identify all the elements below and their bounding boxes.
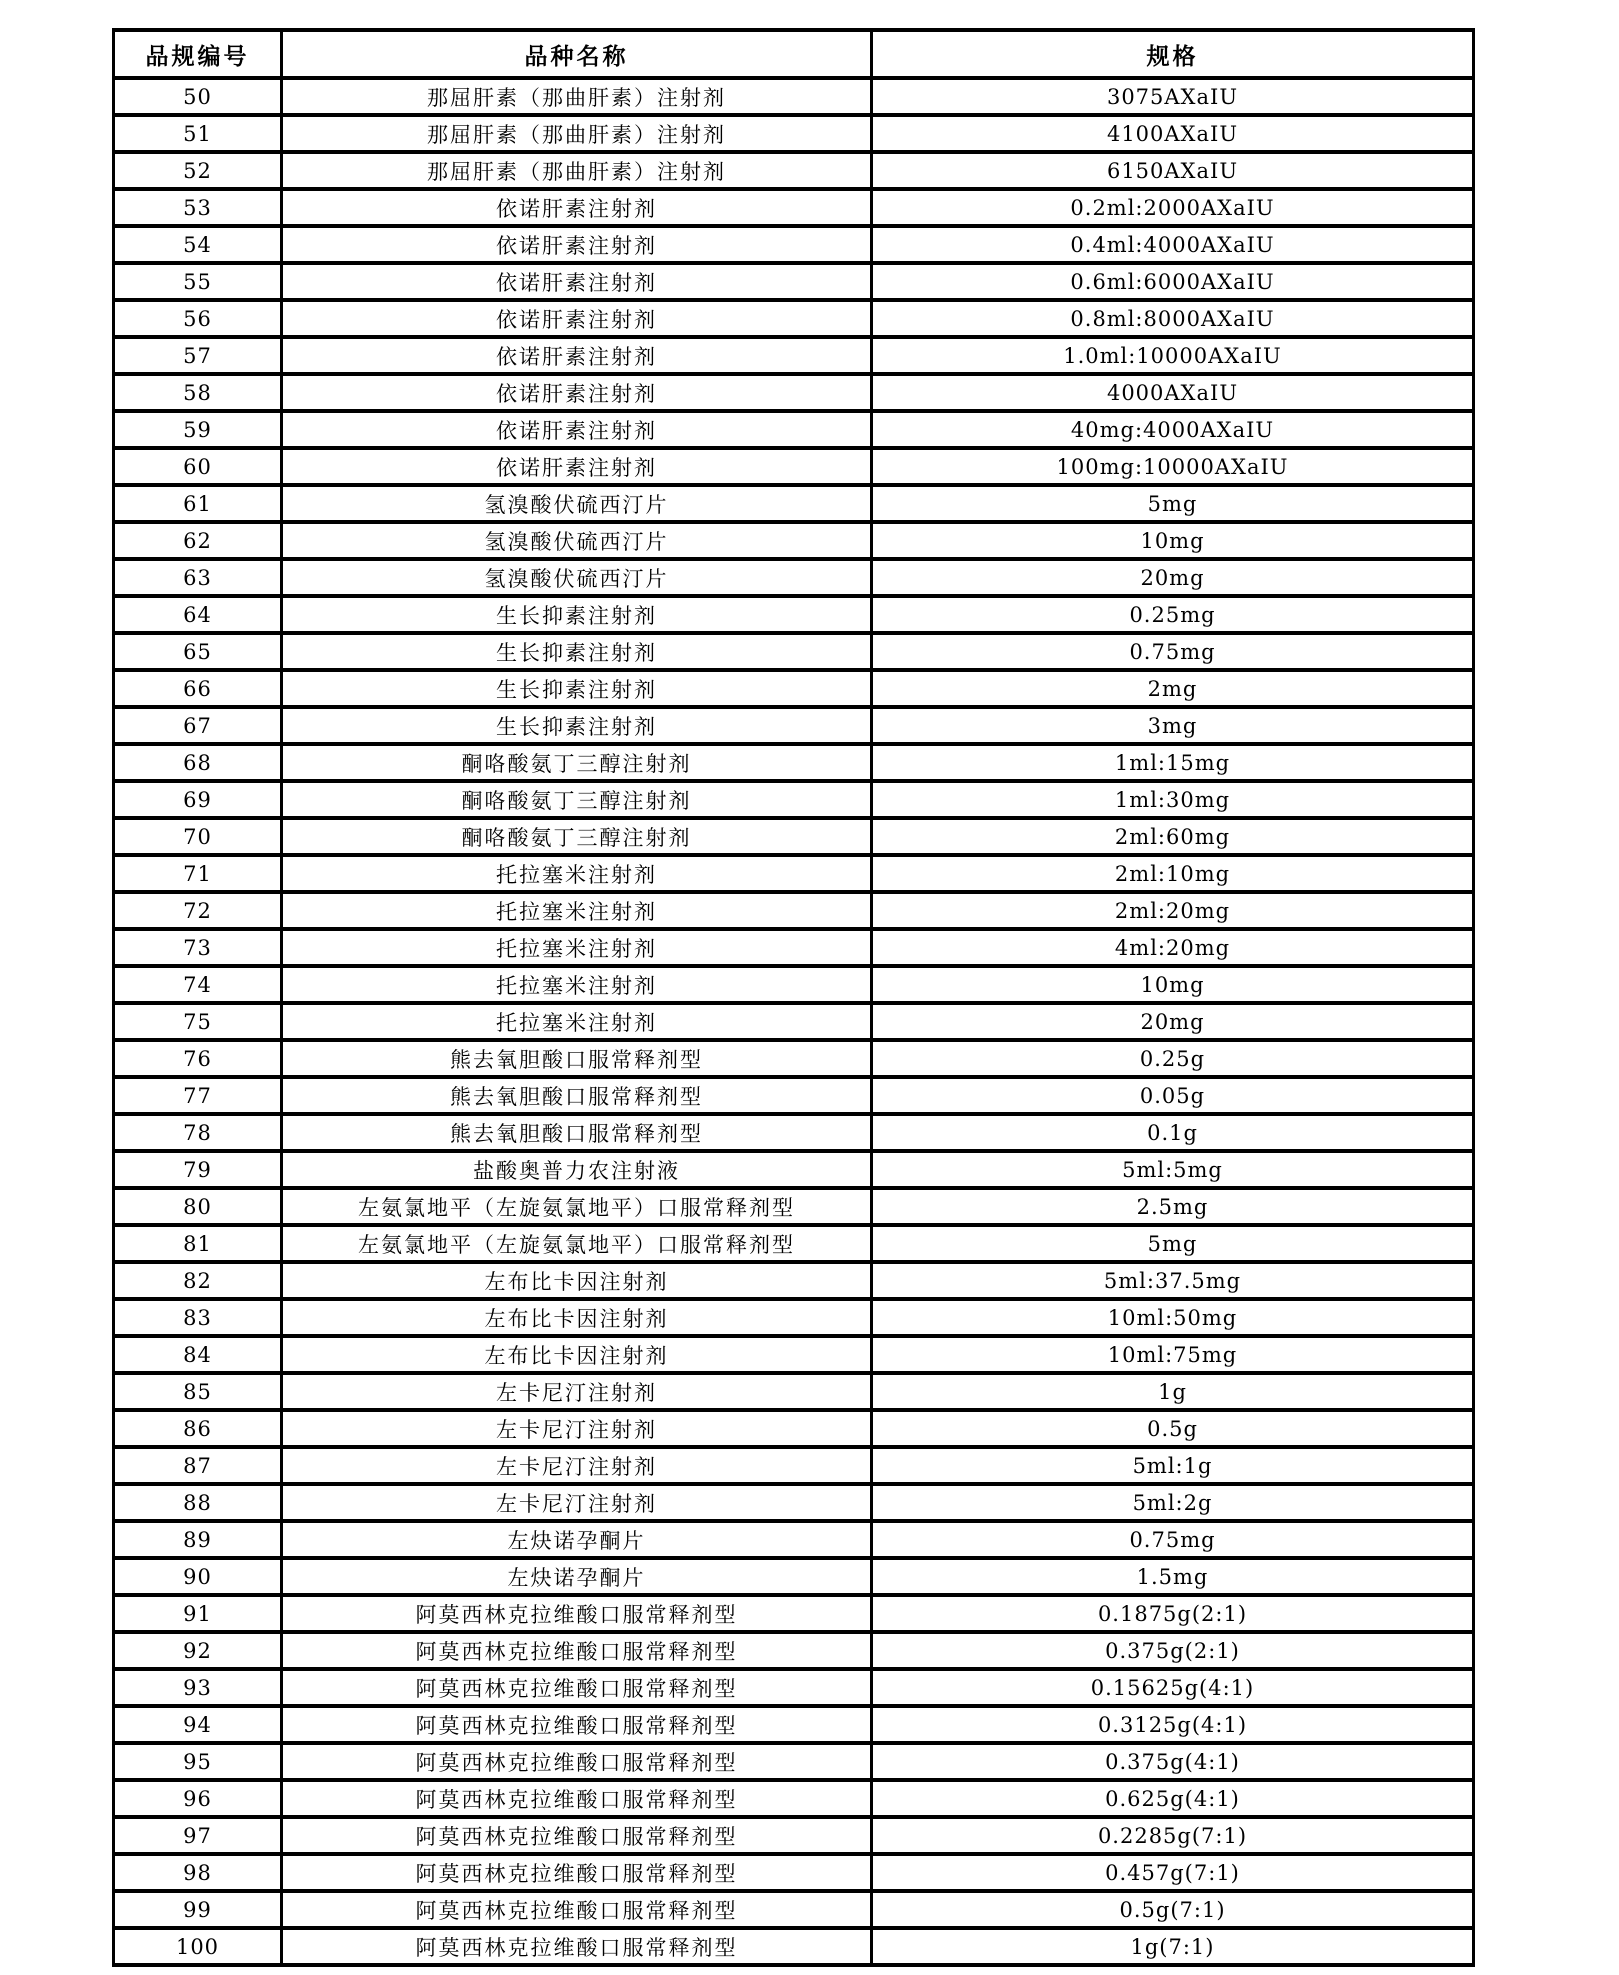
column-header-specification: 规格 (872, 30, 1474, 78)
table-row (114, 1928, 1474, 1965)
cell-specification: 2ml:10mg (872, 855, 1474, 892)
table-row (114, 1373, 1474, 1410)
table-row (114, 1521, 1474, 1558)
cell-specification: 6150AXaIU (872, 152, 1474, 189)
table-row (114, 855, 1474, 892)
cell-spec-number: 78 (114, 1114, 282, 1151)
cell-product-name: 阿莫西林克拉维酸口服常释剂型 (282, 1780, 872, 1817)
table-row (114, 1040, 1474, 1077)
cell-spec-number: 54 (114, 226, 282, 263)
table-row (114, 226, 1474, 263)
cell-specification: 10mg (872, 522, 1474, 559)
cell-spec-number: 71 (114, 855, 282, 892)
cell-specification: 0.4ml:4000AXaIU (872, 226, 1474, 263)
cell-product-name: 那屈肝素（那曲肝素）注射剂 (282, 152, 872, 189)
cell-specification: 100mg:10000AXaIU (872, 448, 1474, 485)
cell-spec-number: 85 (114, 1373, 282, 1410)
cell-specification: 0.25g (872, 1040, 1474, 1077)
cell-spec-number: 82 (114, 1262, 282, 1299)
table-row (114, 1780, 1474, 1817)
table-row (114, 1299, 1474, 1336)
table-row (114, 152, 1474, 189)
cell-product-name: 依诺肝素注射剂 (282, 263, 872, 300)
table-row (114, 892, 1474, 929)
cell-product-name: 左氨氯地平（左旋氨氯地平）口服常释剂型 (282, 1225, 872, 1262)
cell-spec-number: 65 (114, 633, 282, 670)
cell-specification: 0.2285g(7:1) (872, 1817, 1474, 1854)
cell-spec-number: 69 (114, 781, 282, 818)
cell-specification: 2ml:20mg (872, 892, 1474, 929)
cell-spec-number: 91 (114, 1595, 282, 1632)
cell-spec-number: 86 (114, 1410, 282, 1447)
cell-spec-number: 68 (114, 744, 282, 781)
table-row (114, 1558, 1474, 1595)
cell-specification: 0.375g(4:1) (872, 1743, 1474, 1780)
table-row (114, 1225, 1474, 1262)
column-header-product-name: 品种名称 (282, 30, 872, 78)
cell-specification: 0.5g(7:1) (872, 1891, 1474, 1928)
table-body (114, 78, 1474, 1965)
cell-specification: 0.75mg (872, 1521, 1474, 1558)
table-row (114, 1410, 1474, 1447)
cell-spec-number: 74 (114, 966, 282, 1003)
cell-product-name: 依诺肝素注射剂 (282, 374, 872, 411)
cell-specification: 1.5mg (872, 1558, 1474, 1595)
cell-spec-number: 96 (114, 1780, 282, 1817)
cell-product-name: 阿莫西林克拉维酸口服常释剂型 (282, 1743, 872, 1780)
cell-product-name: 酮咯酸氨丁三醇注射剂 (282, 744, 872, 781)
cell-spec-number: 94 (114, 1706, 282, 1743)
cell-specification: 5mg (872, 485, 1474, 522)
cell-specification: 10ml:50mg (872, 1299, 1474, 1336)
cell-product-name: 熊去氧胆酸口服常释剂型 (282, 1040, 872, 1077)
cell-specification: 0.3125g(4:1) (872, 1706, 1474, 1743)
table-row (114, 411, 1474, 448)
cell-spec-number: 77 (114, 1077, 282, 1114)
cell-spec-number: 92 (114, 1632, 282, 1669)
table-row (114, 744, 1474, 781)
cell-spec-number: 59 (114, 411, 282, 448)
cell-specification: 1g (872, 1373, 1474, 1410)
table-row (114, 781, 1474, 818)
table-row (114, 1447, 1474, 1484)
cell-specification: 0.6ml:6000AXaIU (872, 263, 1474, 300)
cell-specification: 4100AXaIU (872, 115, 1474, 152)
cell-product-name: 左卡尼汀注射剂 (282, 1410, 872, 1447)
cell-specification: 1g(7:1) (872, 1928, 1474, 1965)
cell-specification: 20mg (872, 1003, 1474, 1040)
cell-specification: 10mg (872, 966, 1474, 1003)
cell-spec-number: 62 (114, 522, 282, 559)
cell-product-name: 盐酸奥普力农注射液 (282, 1151, 872, 1188)
cell-spec-number: 53 (114, 189, 282, 226)
cell-specification: 0.25mg (872, 596, 1474, 633)
drug-spec-table (112, 28, 1475, 1967)
table-row (114, 670, 1474, 707)
cell-spec-number: 95 (114, 1743, 282, 1780)
cell-product-name: 依诺肝素注射剂 (282, 448, 872, 485)
cell-spec-number: 98 (114, 1854, 282, 1891)
cell-product-name: 阿莫西林克拉维酸口服常释剂型 (282, 1706, 872, 1743)
cell-specification: 2mg (872, 670, 1474, 707)
cell-spec-number: 88 (114, 1484, 282, 1521)
cell-specification: 1.0ml:10000AXaIU (872, 337, 1474, 374)
cell-specification: 5ml:1g (872, 1447, 1474, 1484)
cell-spec-number: 63 (114, 559, 282, 596)
table-row (114, 707, 1474, 744)
cell-product-name: 左布比卡因注射剂 (282, 1299, 872, 1336)
cell-spec-number: 79 (114, 1151, 282, 1188)
cell-spec-number: 99 (114, 1891, 282, 1928)
cell-product-name: 氢溴酸伏硫西汀片 (282, 559, 872, 596)
cell-spec-number: 57 (114, 337, 282, 374)
cell-specification: 5ml:37.5mg (872, 1262, 1474, 1299)
table-row (114, 1484, 1474, 1521)
table-row (114, 596, 1474, 633)
cell-specification: 0.05g (872, 1077, 1474, 1114)
cell-specification: 5mg (872, 1225, 1474, 1262)
table-row (114, 1188, 1474, 1225)
cell-product-name: 左布比卡因注射剂 (282, 1336, 872, 1373)
cell-spec-number: 51 (114, 115, 282, 152)
cell-spec-number: 89 (114, 1521, 282, 1558)
table-row (114, 300, 1474, 337)
table-row (114, 818, 1474, 855)
table-row (114, 1632, 1474, 1669)
cell-specification: 4000AXaIU (872, 374, 1474, 411)
cell-product-name: 那屈肝素（那曲肝素）注射剂 (282, 115, 872, 152)
cell-product-name: 氢溴酸伏硫西汀片 (282, 485, 872, 522)
cell-product-name: 生长抑素注射剂 (282, 670, 872, 707)
cell-spec-number: 93 (114, 1669, 282, 1706)
cell-product-name: 左卡尼汀注射剂 (282, 1373, 872, 1410)
table-row (114, 1669, 1474, 1706)
cell-spec-number: 55 (114, 263, 282, 300)
table-row (114, 633, 1474, 670)
table-row (114, 929, 1474, 966)
cell-specification: 0.1g (872, 1114, 1474, 1151)
cell-product-name: 阿莫西林克拉维酸口服常释剂型 (282, 1854, 872, 1891)
cell-spec-number: 50 (114, 78, 282, 115)
cell-product-name: 阿莫西林克拉维酸口服常释剂型 (282, 1669, 872, 1706)
table-row (114, 1114, 1474, 1151)
cell-spec-number: 64 (114, 596, 282, 633)
cell-specification: 10ml:75mg (872, 1336, 1474, 1373)
cell-product-name: 氢溴酸伏硫西汀片 (282, 522, 872, 559)
cell-specification: 3mg (872, 707, 1474, 744)
table-row (114, 1817, 1474, 1854)
table-row (114, 263, 1474, 300)
table-row (114, 374, 1474, 411)
cell-spec-number: 66 (114, 670, 282, 707)
cell-spec-number: 80 (114, 1188, 282, 1225)
cell-spec-number: 87 (114, 1447, 282, 1484)
cell-specification: 40mg:4000AXaIU (872, 411, 1474, 448)
cell-specification: 0.8ml:8000AXaIU (872, 300, 1474, 337)
table-row (114, 559, 1474, 596)
cell-product-name: 阿莫西林克拉维酸口服常释剂型 (282, 1595, 872, 1632)
table-row (114, 1077, 1474, 1114)
cell-product-name: 左炔诺孕酮片 (282, 1558, 872, 1595)
cell-product-name: 阿莫西林克拉维酸口服常释剂型 (282, 1632, 872, 1669)
table-row (114, 1336, 1474, 1373)
cell-spec-number: 83 (114, 1299, 282, 1336)
table-row (114, 1595, 1474, 1632)
cell-specification: 0.15625g(4:1) (872, 1669, 1474, 1706)
cell-specification: 0.375g(2:1) (872, 1632, 1474, 1669)
cell-specification: 0.625g(4:1) (872, 1780, 1474, 1817)
cell-spec-number: 56 (114, 300, 282, 337)
column-header-spec-number: 品规编号 (114, 30, 282, 78)
cell-product-name: 生长抑素注射剂 (282, 707, 872, 744)
table-row (114, 115, 1474, 152)
cell-spec-number: 90 (114, 1558, 282, 1595)
cell-specification: 5ml:5mg (872, 1151, 1474, 1188)
cell-spec-number: 61 (114, 485, 282, 522)
header-row (114, 30, 1474, 78)
cell-spec-number: 58 (114, 374, 282, 411)
table-row (114, 1854, 1474, 1891)
cell-spec-number: 73 (114, 929, 282, 966)
table-row (114, 1743, 1474, 1780)
cell-specification: 1ml:30mg (872, 781, 1474, 818)
cell-product-name: 阿莫西林克拉维酸口服常释剂型 (282, 1817, 872, 1854)
cell-product-name: 熊去氧胆酸口服常释剂型 (282, 1114, 872, 1151)
cell-spec-number: 52 (114, 152, 282, 189)
cell-product-name: 依诺肝素注射剂 (282, 226, 872, 263)
cell-specification: 2.5mg (872, 1188, 1474, 1225)
cell-product-name: 左卡尼汀注射剂 (282, 1447, 872, 1484)
cell-product-name: 托拉塞米注射剂 (282, 966, 872, 1003)
cell-product-name: 生长抑素注射剂 (282, 633, 872, 670)
cell-specification: 0.457g(7:1) (872, 1854, 1474, 1891)
table-row (114, 1262, 1474, 1299)
cell-product-name: 生长抑素注射剂 (282, 596, 872, 633)
cell-spec-number: 60 (114, 448, 282, 485)
cell-specification: 0.5g (872, 1410, 1474, 1447)
table-row (114, 1151, 1474, 1188)
cell-product-name: 左卡尼汀注射剂 (282, 1484, 872, 1521)
cell-spec-number: 97 (114, 1817, 282, 1854)
cell-spec-number: 76 (114, 1040, 282, 1077)
table-row (114, 966, 1474, 1003)
cell-product-name: 依诺肝素注射剂 (282, 189, 872, 226)
table-row (114, 1003, 1474, 1040)
cell-specification: 3075AXaIU (872, 78, 1474, 115)
cell-specification: 0.1875g(2:1) (872, 1595, 1474, 1632)
cell-product-name: 托拉塞米注射剂 (282, 1003, 872, 1040)
table-row (114, 1706, 1474, 1743)
cell-spec-number: 75 (114, 1003, 282, 1040)
cell-product-name: 熊去氧胆酸口服常释剂型 (282, 1077, 872, 1114)
cell-product-name: 依诺肝素注射剂 (282, 411, 872, 448)
cell-specification: 5ml:2g (872, 1484, 1474, 1521)
cell-product-name: 那屈肝素（那曲肝素）注射剂 (282, 78, 872, 115)
table-row (114, 448, 1474, 485)
cell-product-name: 阿莫西林克拉维酸口服常释剂型 (282, 1928, 872, 1965)
cell-spec-number: 67 (114, 707, 282, 744)
cell-product-name: 阿莫西林克拉维酸口服常释剂型 (282, 1891, 872, 1928)
cell-product-name: 托拉塞米注射剂 (282, 929, 872, 966)
cell-specification: 0.75mg (872, 633, 1474, 670)
cell-spec-number: 81 (114, 1225, 282, 1262)
cell-product-name: 依诺肝素注射剂 (282, 300, 872, 337)
cell-specification: 20mg (872, 559, 1474, 596)
cell-spec-number: 100 (114, 1928, 282, 1965)
cell-spec-number: 70 (114, 818, 282, 855)
table-row (114, 485, 1474, 522)
cell-product-name: 左炔诺孕酮片 (282, 1521, 872, 1558)
cell-spec-number: 72 (114, 892, 282, 929)
cell-product-name: 酮咯酸氨丁三醇注射剂 (282, 781, 872, 818)
cell-product-name: 托拉塞米注射剂 (282, 855, 872, 892)
cell-product-name: 托拉塞米注射剂 (282, 892, 872, 929)
cell-specification: 2ml:60mg (872, 818, 1474, 855)
cell-product-name: 依诺肝素注射剂 (282, 337, 872, 374)
table-row (114, 337, 1474, 374)
table-row (114, 189, 1474, 226)
cell-spec-number: 84 (114, 1336, 282, 1373)
table-row (114, 78, 1474, 115)
table-row (114, 522, 1474, 559)
cell-product-name: 左布比卡因注射剂 (282, 1262, 872, 1299)
cell-specification: 0.2ml:2000AXaIU (872, 189, 1474, 226)
cell-product-name: 左氨氯地平（左旋氨氯地平）口服常释剂型 (282, 1188, 872, 1225)
cell-specification: 4ml:20mg (872, 929, 1474, 966)
cell-product-name: 酮咯酸氨丁三醇注射剂 (282, 818, 872, 855)
cell-specification: 1ml:15mg (872, 744, 1474, 781)
table-row (114, 1891, 1474, 1928)
